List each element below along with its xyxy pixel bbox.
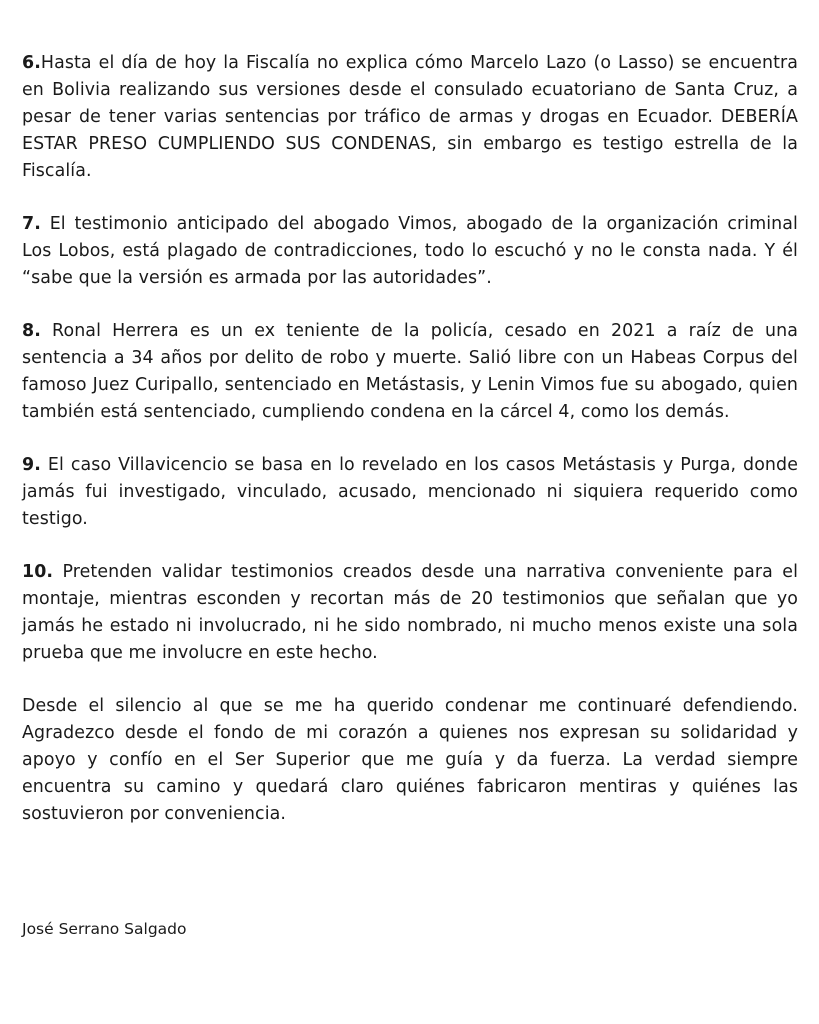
point-10-paragraph [22,559,798,667]
point-7-paragraph [22,211,798,292]
point-text: El caso Villavicencio se basa en lo revelado en los casos Metástasis y Purga, donde jamás fui investigado, vinculado, acusado, mencionado ni siquiera requerido como testigo. [22,455,798,529]
signature-name: José Serrano Salgado [22,920,187,938]
point-9-paragraph [22,452,798,533]
point-text: Ronal Herrera es un ex teniente de la policía, cesado en 2021 a raíz de una sentencia a 34 años por delito de robo y muerte. Salió libre con un Habeas Corpus del famoso Juez Curipallo, sentenciado en Metástasis, y Lenin Vimos fue su abogado, quien también está sentenciado, cumpliendo condena en la cárcel 4, como los demás. [22,321,798,422]
point-text: Pretenden validar testimonios creados desde una narrativa conveniente para el montaje, mientras esconden y recortan más de 20 testimonios que señalan que yo jamás he estado ni involucrado, ni he sido nombrado, ni mucho menos existe una sola prueba que me involucre en este hecho. [22,562,798,663]
statement-body [22,50,798,854]
point-number: 8. [22,321,41,341]
point-number: 9. [22,455,41,475]
point-8-paragraph [22,318,798,426]
point-text: El testimonio anticipado del abogado Vimos, abogado de la organización criminal Los Lobos, está plagado de contradicciones, todo lo escuchó y no le consta nada. Y él “sabe que la versión es armada por las autoridades”. [22,214,798,288]
point-text: Hasta el día de hoy la Fiscalía no explica cómo Marcelo Lazo (o Lasso) se encuentra en Bolivia realizando sus versiones desde el consulado ecuatoriano de Santa Cruz, a pesar de tener varias sentencias por tráfico de armas y drogas en Ecuador. DEBERÍA ESTAR PRESO CUMPLIENDO SUS CONDENAS, sin embargo es testigo estrella de la Fiscalía. [22,53,798,181]
point-number: 10. [22,562,54,582]
point-number: 6. [22,53,41,73]
point-number: 7. [22,214,41,234]
point-6-paragraph [22,50,798,185]
closing-paragraph: Desde el silencio al que se me ha querido condenar me continuaré defendiendo. Agradezco desde el fondo de mi corazón a quienes nos expresan su solidaridad y apoyo y confío en el Ser Superior que me guía y da fuerza. La verdad siempre encuentra su camino y quedará claro quiénes fabricaron mentiras y quiénes las sostuvieron por conveniencia. [22,696,798,824]
